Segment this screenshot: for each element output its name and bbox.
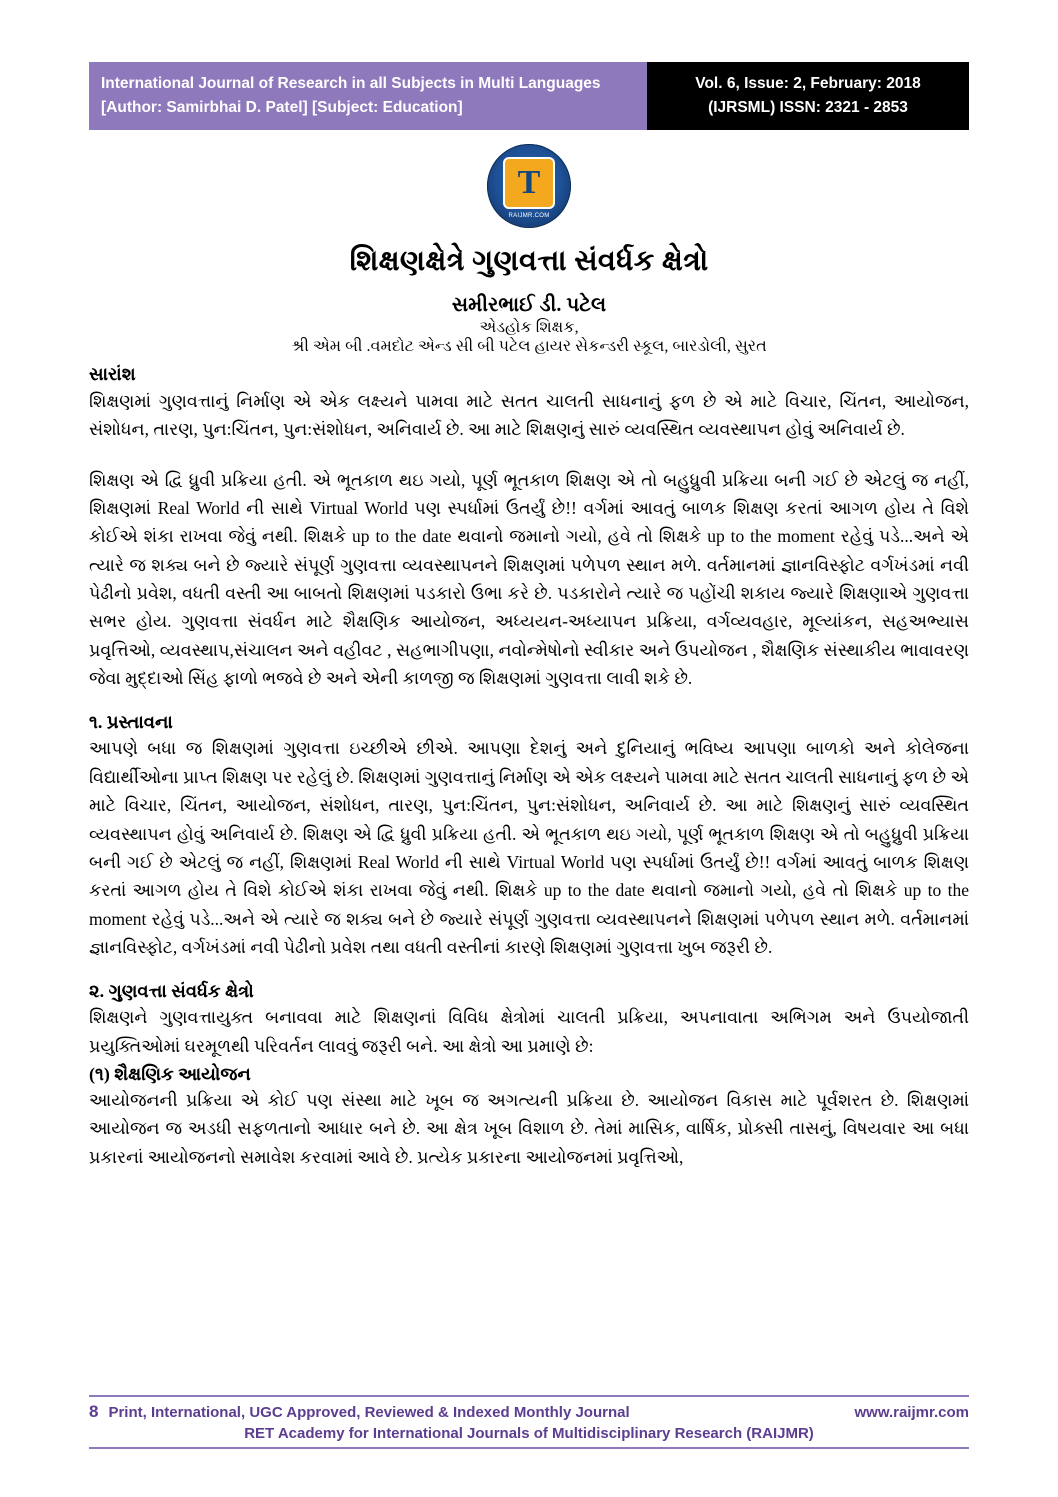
article-author-role: એડહોક શિક્ષક, [479,319,579,337]
abstract-paragraph-1: શિક્ષણમાં ગુણવત્તાનું નિર્માણ એ એક લક્ષ્યને પામવા માટે સતત ચાલતી સાધનાનું ફળ છે એ માટે વિચાર, ચિંતન, આયોજન, સંશોધન, તારણ, પુન:ચિંતન, પુન:સંશોધન, અનિવાર્ય છે. આ માટે શિક્ષણનું સારું વ્યવસ્થિત વ્યવસ્થાપન હોવું અનિવાર્ય છે. [89,391,969,440]
header-journal-info [89,62,647,130]
publisher-logo-wrap [0,144,1058,233]
abstract-paragraph-2: શિક્ષણ એ દ્વિ ધ્રુવી પ્રક્રિયા હતી. એ ભૂતકાળ થઇ ગયો, પૂર્ણ ભૂતકાળ શિક્ષણ એ તો બહુધ્રુવી પ્રક્રિયા બની ગઈ છે એટલું જ નહીં, શિક્ષણમાં Real World ની સાથે Virtual World પણ સ્પર્ધામાં ઉતર્યું છે!! વર્ગમાં આવતું બાળક શિક્ષણ કરતાં આગળ હોય તે વિશે કોઈએ શંકા રાખવા જેવું નથી. શિક્ષકે up to the date થવાનો જમાનો ગયો, હવે તો શિક્ષકે up to the moment રહેવું પડે...અને એ ત્યારે જ શક્ય બને છે જ્યારે સંપૂર્ણ ગુણવત્તા વ્યવસ્થાપનને શિક્ષણમાં પળેપળ સ્થાન મળે. વર્તમાનમાં જ્ઞાનવિસ્ફોટ વર્ગખંડમાં નવી પેઢીનો પ્રવેશ, વધતી વસ્તી આ બાબતો શિક્ષણમાં પડકારો ઉભા કરે છે. પડકારોને ત્યારે જ પહોંચી શકાય જ્યારે શિક્ષણાએ ગુણવત્તા સભર હોય. ગુણવત્તા સંવર્ધન માટે શૈક્ષણિક આયોજન, અધ્યયન-અધ્યાપન પ્રક્રિયા, વર્ગવ્યવહાર, મૂલ્યાંકન, સહઅભ્યાસ પ્રવૃત્તિઓ, વ્યવસ્થાપ,સંચાલન અને વહીવટ , સહભાગીપણા, નવોન્મેષોનો સ્વીકાર અને ઉપયોજન , શૈક્ષણિક સંસ્થાકીય ભાવાવરણ જેવા મુદ્દાઓ સિંહ ફાળો ભજવે છે અને એની કાળજી જ શિક્ષણમાં ગુણવત્તા લાવી શકે છે. [89,469,969,689]
subsection-1-paragraph: આયોજનની પ્રક્રિયા એ કોઈ પણ સંસ્થા માટે ખૂબ જ અગત્યની પ્રક્રિયા છે. આયોજન વિકાસ માટે પૂર્વશરત છે. શિક્ષણમાં આયોજન જ અડધી સફળતાનો આધાર બને છે. આ ક્ષેત્ર ખૂબ વિશાળ છે. તેમાં માસિક, વાર્ષિક, પ્રોક્સી તાસનું, વિષયવાર આ બધા પ્રકારનાં આયોજનનો સમાવેશ કરવામાં આવે છે. પ્રત્યેક પ્રકારના આયોજનમાં પ્રવૃત્તિઓ, [89,1089,969,1167]
footer-bottom-divider [89,1447,969,1449]
section-2-heading: ૨. ગુણવત્તા સંવર્ધક ક્ષેત્રો [89,981,254,1002]
page-header [89,62,969,130]
page-number: 8 [89,1402,99,1421]
abstract-heading: સારાંશ [89,364,136,385]
raijmr-logo-icon [487,144,571,228]
footer-journal-note: Print, International, UGC Approved, Reviewed & Indexed Monthly Journal [108,1404,630,1421]
footer-website-link[interactable]: www.raijmr.com [854,1404,969,1421]
section-1-paragraph: આપણે બધા જ શિક્ષણમાં ગુણવત્તા ઇચ્છીએ છીએ. આપણા દેશનું અને દુનિયાનું ભવિષ્ય આપણા બાળકો અને કોલેજના વિદ્યાર્થીઓના પ્રાપ્ત શિક્ષણ પર રહેલું છે. શિક્ષણમાં ગુણવત્તાનું નિર્માણ એ એક લક્ષ્યને પામવા માટે સતત ચાલતી સાધનાનું ફળ છે એ માટે વિચાર, ચિંતન, આયોજન, સંશોધન, તારણ, પુન:ચિંતન, પુન:સંશોધન, અનિવાર્ય છે. આ માટે શિક્ષણનું સારું વ્યવસ્થિત વ્યવસ્થાપન હોવું અનિવાર્ય છે. શિક્ષણ એ દ્વિ ધ્રુવી પ્રક્રિયા હતી. એ ભૂતકાળ થઇ ગયો, પૂર્ણ ભૂતકાળ શિક્ષણ એ તો બહુધ્રુવી પ્રક્રિયા બની ગઈ છે એટલું જ નહીં, શિક્ષણમાં Real World ની સાથે Virtual World પણ સ્પર્ધામાં ઉતર્યું છે!! વર્ગમાં આવતું બાળક શિક્ષણ કરતાં આગળ હોય તે વિશે કોઈએ શંકા રાખવા જેવું નથી. શિક્ષકે up to the date થવાનો જમાનો ગયો, હવે તો શિક્ષકે up to the moment રહેવું પડે...અને એ ત્યારે જ શક્ય બને છે જ્યારે સંપૂર્ણ ગુણવત્તા વ્યવસ્થાપનને શિક્ષણમાં પળેપળ સ્થાન મળે. વર્તમાનમાં જ્ઞાનવિસ્ફોટ, વર્ગખંડમાં નવી પેઢીનો પ્રવેશ તથા વધતી વસ્તીનાં કારણે શિક્ષણમાં ગુણવત્તા ખુબ જરૂરી છે. [89,738,969,957]
article-author-affiliation: શ્રી એમ બી .વમદોટ એન્ડ સી બી પટેલ હાયર સેકન્ડરી સ્કૂલ, બારડોલી, સુરત [291,338,767,356]
section-1-heading: ૧. પ્રસ્તાવના [89,712,173,733]
article-content [89,245,969,1171]
logo-caption: RAIJMR.COM [508,213,550,220]
subsection-1-heading: (૧) શૈક્ષણિક આયોજન [89,1063,251,1084]
footer-organization: RET Academy for International Journals of Multidisciplinary Research (RAIJMR) [244,1425,814,1442]
logo-mark-letter: T [505,159,553,207]
section-2-paragraph: શિક્ષણને ગુણવત્તાયુક્ત બનાવવા માટે શિક્ષણનાં વિવિધ ક્ષેત્રોમાં ચાલતી પ્રક્રિયા, અપનાવાતા અભિગમ અને ઉપયોજાતી પ્રયુક્તિઓમાં ઘરમૂળથી પરિવર્તન લાવવું જરૂરી બને. આ ક્ષેત્રો આ પ્રમાણે છે: [89,1007,969,1056]
article-title: શિક્ષણક્ષેત્રે ગુણવત્તા સંવર્ધક ક્ષેત્રો [349,245,709,278]
header-issn: (IJRSML) ISSN: 2321 - 2853 [708,99,908,117]
article-author: સમીરભાઈ ડી. પટેલ [451,294,607,317]
header-volume-issue: Vol. 6, Issue: 2, February: 2018 [695,75,921,92]
header-author-subject: [Author: Samirbhai D. Patel] [Subject: Education] [101,99,463,117]
header-issue-info [647,62,969,130]
header-journal-title: International Journal of Research in all Subjects in Multi Languages [101,75,601,92]
footer-row-primary [89,1402,969,1422]
footer-top-divider [89,1395,969,1397]
page-footer [89,1395,969,1449]
